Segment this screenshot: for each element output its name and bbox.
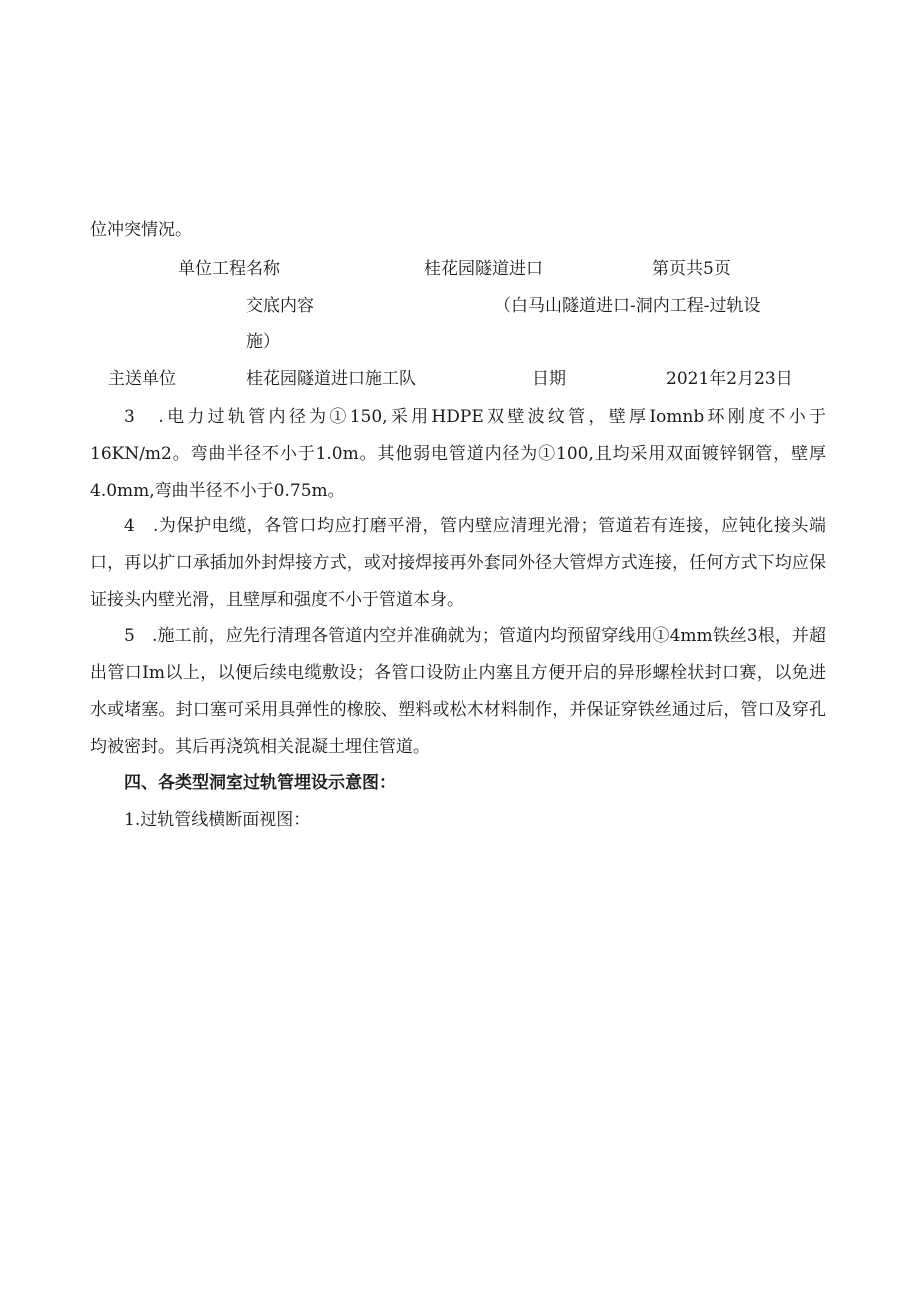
date-value: 2021年2月23日	[666, 369, 793, 389]
subsection-1-title: 1.过轨管线横断面视图：	[124, 810, 311, 830]
content-value-line2: 施）	[246, 332, 280, 352]
paragraph-item-5: 5 .施工前，应先行清理各管道内空并准确就为；管道内均预留穿线用①4mm铁丝3根，并超出管口Im以上，以便后续电缆敷设；各管口设防止内塞且方便开启的异形螺栓状封口赛，以免进水或堵塞。封口塞可采用具弹性的橡胶、塑料或松木材料制作，并保证穿铁丝通过后，管口及穿孔均被密封。其后再浇筑相关混凝土埋住管道。	[90, 626, 826, 757]
content-label: 交底内容	[246, 296, 314, 316]
send-to-label: 主送单位	[108, 369, 176, 389]
unit-name-label: 单位工程名称	[178, 259, 280, 279]
section-4-heading: 四、各类型洞室过轨管埋设示意图：	[124, 773, 396, 793]
date-label: 日期	[532, 369, 566, 389]
continued-text: 位冲突情况。	[90, 220, 192, 240]
unit-name-value: 桂花园隧道进口	[424, 259, 543, 279]
paragraph-item-3: 3 .电力过轨管内径为①150,采用HDPE双壁波纹管，壁厚Iomnb环刚度不小于16KN∕m2。弯曲半径不小于1.0m。其他弱电管道内径为①100,且均采用双面镀锌钢管，壁厚4.0mm,弯曲半径不小于0.75m。	[90, 407, 826, 501]
content-value-line1: （白马山隧道进口-洞内工程-过轨设	[494, 296, 761, 316]
paragraph-item-4: 4 .为保护电缆，各管口均应打磨平滑，管内壁应清理光滑；管道若有连接，应钝化接头端口，再以扩口承插加外封焊接方式，或对接焊接再外套同外径大管焊方式连接，任何方式下均应保证接头内壁光滑，且壁厚和强度不小于管道本身。	[90, 516, 826, 610]
send-to-value: 桂花园隧道进口施工队	[246, 369, 416, 389]
page-info: 第页共5页	[652, 259, 731, 279]
